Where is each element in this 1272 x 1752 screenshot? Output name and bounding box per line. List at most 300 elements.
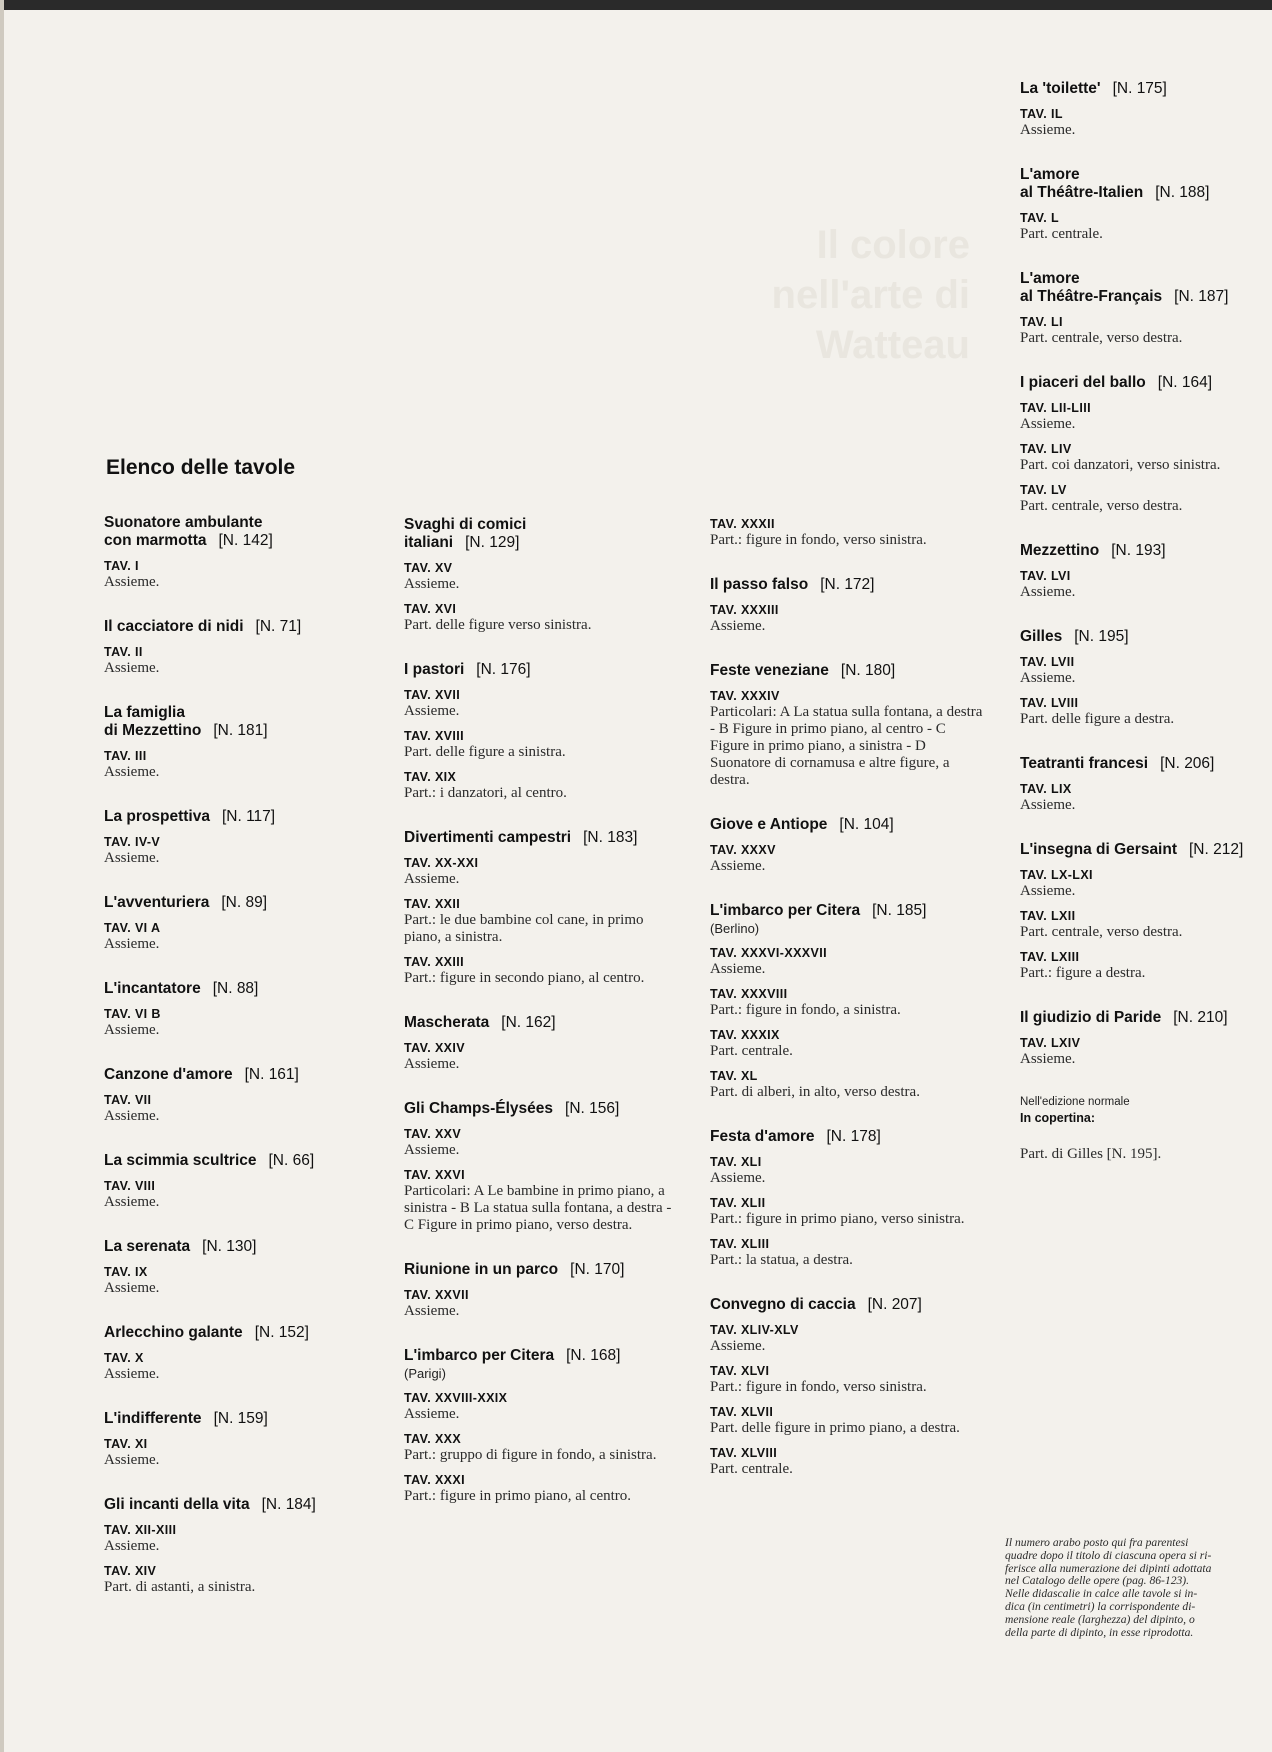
plate-entry [1020,374,1272,515]
plate-description: Part.: la statua, a destra. [710,1252,853,1268]
entry-title [710,662,986,680]
plate-description: Assieme. [104,1022,160,1038]
plate-number: TAV. LI [1020,315,1063,329]
plate-entry [404,1100,676,1234]
plate-description: Part.: gruppo di figure in fondo, a sinistra. [404,1447,657,1463]
plates-column-1 [104,514,366,1623]
plate-entry [710,662,986,789]
entry-title-text: La serenata [104,1238,191,1255]
plate-description: Assieme. [104,936,160,952]
plate-description: Assieme. [710,618,766,634]
plate-entry [104,1238,366,1297]
entry-title [404,1014,676,1032]
catalog-number: [N. 156] [565,1100,620,1117]
plate-item [710,516,986,549]
plate-number: TAV. VII [104,1093,152,1107]
entry-title-text: Mascherata [404,1014,490,1031]
plate-number: TAV. LX-LXI [1020,868,1093,882]
plate-entry [104,704,366,781]
plate-entry [1020,542,1272,601]
entry-title-line [1020,184,1272,202]
catalog-number: [N. 181] [213,722,268,739]
plate-item [404,601,676,634]
entry-title-text: al Théâtre-Italien [1020,184,1144,201]
plate-number: TAV. XLII [710,1196,766,1210]
entry-title [1020,270,1272,306]
plate-item [710,945,986,978]
plate-item [104,1006,366,1039]
entry-title-line [1020,288,1272,306]
catalog-number: [N. 187] [1174,288,1229,305]
entry-title-line [710,1296,986,1314]
plate-number: TAV. LIX [1020,782,1072,796]
plate-entry [404,1014,676,1073]
entry-title-line [1020,628,1272,646]
plate-item [1020,568,1272,601]
entry-title [404,1261,676,1279]
entry-title-line [104,980,366,998]
plate-entry [104,1152,366,1211]
plate-entry [104,514,366,591]
plate-item [1020,654,1272,687]
catalog-number: [N. 184] [261,1496,316,1513]
entry-title [1020,80,1272,98]
plate-item [1020,400,1272,433]
plate-entry [104,980,366,1039]
plate-number: TAV. LVI [1020,569,1071,583]
plate-entry [104,1066,366,1125]
plate-number: TAV. XLI [710,1155,762,1169]
entry-title-line [1020,374,1272,392]
entry-title-text: L'avventuriera [104,894,210,911]
plate-number: TAV. XXXIV [710,689,780,703]
plate-description: Part.: figure in fondo, verso sinistra. [710,532,927,548]
plate-item [404,855,676,888]
plate-item [710,1154,986,1187]
catalog-number: [N. 104] [839,816,894,833]
plate-description: Particolari: A Le bambine in primo piano, a sinistra - B La statua sulla fontana, a destra - C Figure in primo piano, verso destra. [404,1183,672,1233]
entry-title-line [104,618,366,636]
entry-title-line [404,534,676,552]
plate-description: Assieme. [104,660,160,676]
plate-description: Assieme. [404,576,460,592]
catalog-number: [N. 188] [1155,184,1210,201]
plate-item [404,728,676,761]
plate-description: Part. coi danzatori, verso sinistra. [1020,457,1221,473]
plate-description: Assieme. [404,1303,460,1319]
plate-entry [404,661,676,802]
entry-title [710,1296,986,1314]
plate-description: Part. delle figure in primo piano, a destra. [710,1420,960,1436]
plate-number: TAV. IX [104,1265,148,1279]
catalog-number: [N. 129] [465,534,520,551]
plate-description: Assieme. [104,850,160,866]
plate-description: Assieme. [1020,122,1076,138]
catalog-number: [N. 210] [1173,1009,1228,1026]
plate-entry [404,1347,676,1505]
plate-number: TAV. XLVIII [710,1446,778,1460]
entry-title-text: La scimmia scultrice [104,1152,257,1169]
plate-item [710,602,986,635]
plate-description: Part.: figure in primo piano, verso sinistra. [710,1211,965,1227]
catalog-number: [N. 193] [1111,542,1166,559]
plate-item [1020,908,1272,941]
plate-item [404,1126,676,1159]
plate-entry [1020,841,1272,982]
entry-title [1020,628,1272,646]
plate-item [404,560,676,593]
entry-title-text: Suonatore ambulante [104,514,263,531]
catalog-number: [N. 142] [218,532,273,549]
plate-number: TAV. LII-LIII [1020,401,1091,415]
catalog-number: [N. 195] [1074,628,1129,645]
entry-title [710,816,986,834]
plate-number: TAV. XLVII [710,1405,774,1419]
entry-title-line [104,532,366,550]
plate-item [710,1404,986,1437]
catalog-number: [N. 130] [202,1238,257,1255]
plate-number: TAV. XIV [104,1564,157,1578]
plate-entry [104,808,366,867]
plate-description: Assieme. [1020,883,1076,899]
plate-item [1020,441,1272,474]
plate-number: TAV. XI [104,1437,148,1451]
plate-item [404,1287,676,1320]
entry-title [404,1100,676,1118]
plate-description: Assieme. [1020,1051,1076,1067]
plate-item [1020,482,1272,515]
plate-number: TAV. XXXII [710,517,775,531]
entry-title [104,1238,366,1256]
plate-number: TAV. XXXIII [710,603,779,617]
catalog-number: [N. 162] [501,1014,556,1031]
plate-description: Assieme. [104,1538,160,1554]
entry-title-text: Festa d'amore [710,1128,815,1145]
entry-title-line [104,704,366,722]
entry-title [1020,841,1272,859]
plate-item [104,1178,366,1211]
plate-number: TAV. LV [1020,483,1067,497]
entry-title-text: Feste veneziane [710,662,829,679]
entry-title-text: L'amore [1020,166,1080,183]
catalog-number: [N. 117] [221,808,276,825]
plate-description: Part. centrale. [710,1043,793,1059]
plate-item [104,644,366,677]
entry-title-text: Convegno di caccia [710,1296,856,1313]
plates-column-3 [710,516,986,1505]
entry-title-line [404,1261,676,1279]
plate-entry [104,1324,366,1383]
plate-description: Part.: figure in fondo, a sinistra. [710,1002,901,1018]
cover-note-title: In copertina: [1020,1111,1096,1125]
plate-number: TAV. I [104,559,139,573]
plates-column-4 [1020,80,1272,1180]
plate-number: TAV. XXIV [404,1041,466,1055]
plate-entry [104,894,366,953]
plate-number: TAV. LXIV [1020,1036,1081,1050]
catalog-footnote [1005,1537,1272,1647]
catalog-number: [N. 170] [570,1261,625,1278]
entry-title [710,1128,986,1146]
entry-title [104,618,366,636]
cover-note-text: Part. di Gilles [N. 195]. [1020,1146,1162,1162]
plate-number: TAV. XLVI [710,1364,770,1378]
entry-title-text: di Mezzettino [104,722,202,739]
entry-title [1020,374,1272,392]
entry-title-line [104,1238,366,1256]
plate-item [1020,781,1272,814]
catalog-number: [N. 89] [221,894,268,911]
entry-title-text: La 'toilette' [1020,80,1101,97]
plate-description: Part. delle figure a sinistra. [404,744,566,760]
entry-title-text: Giove e Antiope [710,816,828,833]
catalog-number: [N. 176] [476,661,531,678]
entry-title [1020,542,1272,560]
entry-title-text: Gli incanti della vita [104,1496,250,1513]
plate-number: TAV. XL [710,1069,758,1083]
plate-number: TAV. L [1020,211,1059,225]
plate-entry [1020,80,1272,139]
plate-item [1020,867,1272,900]
plate-item [710,986,986,1019]
plate-entry [710,576,986,635]
entry-title [104,894,366,912]
plate-number: TAV. VI B [104,1007,161,1021]
entry-title-line [1020,270,1272,288]
plate-number: TAV. XIX [404,770,457,784]
plate-item [710,1068,986,1101]
plate-item [1020,1035,1272,1068]
entry-title [404,829,676,847]
catalog-number: [N. 164] [1157,374,1213,391]
plate-description: Assieme. [104,1108,160,1124]
plate-description: Part.: i danzatori, al centro. [404,785,567,801]
catalog-number: [N. 178] [826,1128,881,1145]
entry-title-line [1020,166,1272,184]
catalog-number: [N. 185] [872,902,927,919]
plate-description: Assieme. [1020,670,1076,686]
plate-description: Assieme. [104,1366,160,1382]
plate-description: Assieme. [404,871,460,887]
entry-title [104,1152,366,1170]
plate-number: TAV. IV-V [104,835,161,849]
catalog-number: [N. 212] [1189,841,1244,858]
entry-title-text: con marmotta [104,532,207,549]
plate-entry [710,1296,986,1478]
entry-title-line [104,808,366,826]
plate-description: Assieme. [1020,584,1076,600]
plate-description: Part. delle figure a destra. [1020,711,1175,727]
ghost-line: Il colore [816,223,970,267]
entry-title-line [710,902,986,920]
entry-title-text: Teatranti francesi [1020,755,1149,772]
plate-item [404,1040,676,1073]
plates-column-2 [404,516,676,1532]
plate-item [104,1350,366,1383]
entry-title-line [104,514,366,532]
entry-title-line [104,894,366,912]
page-left-edge [0,0,4,1752]
plate-item [710,1236,986,1269]
catalog-number: [N. 159] [213,1410,268,1427]
entry-title-text: Svaghi di comici [404,516,527,533]
plate-item [710,688,986,789]
plate-description: Assieme. [710,858,766,874]
plate-number: TAV. LXII [1020,909,1076,923]
plate-number: TAV. II [104,645,143,659]
plate-entry [104,1410,366,1469]
plate-item [404,1167,676,1234]
entry-title [104,1496,366,1514]
plate-description: Part. centrale. [1020,226,1103,242]
plate-number: TAV. LIV [1020,442,1072,456]
entry-title-text: Arlecchino galante [104,1324,243,1341]
plate-number: TAV. III [104,749,147,763]
plate-item [710,1445,986,1478]
plate-entry [1020,166,1272,243]
plate-number: TAV. XXXVI-XXXVII [710,946,828,960]
cover-note [1020,1095,1272,1163]
plate-item [104,1436,366,1469]
entry-title [404,516,676,552]
footnote-line: ferisce alla numerazione dei dipinti adottata [1005,1561,1212,1575]
plate-description: Assieme. [1020,797,1076,813]
entry-title [104,704,366,740]
entry-title-text: Il giudizio di Paride [1020,1009,1162,1026]
plate-entry [404,516,676,634]
ghost-line: Watteau [815,323,970,367]
plate-item [104,748,366,781]
plate-number: TAV. LXIII [1020,950,1080,964]
plate-number: TAV. XLIII [710,1237,770,1251]
entry-title-line [104,1496,366,1514]
entry-title-line [104,1324,366,1342]
plate-item [710,842,986,875]
entry-title-line [1020,542,1272,560]
entry-title-line [710,576,986,594]
entry-title-text: I piaceri del ballo [1020,374,1146,391]
entry-title-line [710,816,986,834]
plate-description: Part. di astanti, a sinistra. [104,1579,256,1595]
entry-title [1020,166,1272,202]
entry-title [104,1410,366,1428]
entry-title-line [710,1128,986,1146]
catalog-number: [N. 206] [1160,755,1215,772]
plate-number: TAV. IL [1020,107,1063,121]
plate-entry [104,618,366,677]
plate-description: Part.: figure a destra. [1020,965,1146,981]
footnote-line: mensione reale (larghezza) del dipinto, o [1005,1612,1195,1626]
catalog-number: [N. 207] [867,1296,922,1313]
plate-item [404,769,676,802]
cover-note-label: Nell'edizione normale [1020,1096,1130,1108]
ghost-line: nell'arte di [771,273,970,317]
entry-location: (Berlino) [710,921,760,936]
plate-description: Assieme. [404,1406,460,1422]
entry-title-text: L'incantatore [104,980,201,997]
entry-title-text: Riunione in un parco [404,1261,559,1278]
plate-description: Part. di alberi, in alto, verso destra. [710,1084,920,1100]
plate-description: Assieme. [710,1338,766,1354]
catalog-number: [N. 88] [212,980,259,997]
plate-number: TAV. XXII [404,897,461,911]
catalog-number: [N. 183] [583,829,638,846]
plate-entry [404,829,676,987]
entry-title-text: Gilles [1020,628,1063,645]
entry-title-text: Gli Champs-Élysées [404,1100,554,1117]
plate-description: Part. delle figure verso sinistra. [404,617,592,633]
footnote-line: della parte di dipinto, in esse riprodotta. [1005,1625,1194,1639]
entry-title-text: L'amore [1020,270,1080,287]
catalog-number: [N. 71] [255,618,302,635]
plate-number: TAV. XXXIX [710,1028,780,1042]
entry-title-line [404,516,676,534]
plate-item [104,558,366,591]
catalog-number: [N. 180] [840,662,896,679]
entry-title-line [1020,1009,1272,1027]
entry-title-text: L'imbarco per Citera [404,1347,555,1364]
plate-description: Part.: figure in fondo, verso sinistra. [710,1379,927,1395]
plate-description: Part.: le due bambine col cane, in primo piano, a sinistra. [404,912,644,945]
plate-item [1020,314,1272,347]
entry-title-text: italiani [404,534,454,551]
footnote-line: Nelle didascalie in calce alle tavole si in- [1005,1587,1198,1601]
entry-title-line [404,829,676,847]
footnote-line: Il numero arabo posto qui fra parentesi [1005,1537,1189,1549]
plate-item [104,1522,366,1555]
plate-description: Part. centrale, verso destra. [1020,924,1183,940]
plate-number: TAV. XXVIII-XXIX [404,1391,508,1405]
plate-description: Assieme. [404,703,460,719]
plate-number: TAV. XXVI [404,1168,466,1182]
plate-number: TAV. VIII [104,1179,156,1193]
plate-entry [710,516,986,549]
plate-description: Part. centrale. [710,1461,793,1477]
plate-entry [710,902,986,1101]
plate-number: TAV. XXIII [404,955,465,969]
plate-item [404,896,676,946]
show-through-title [610,220,970,370]
plate-item [404,1431,676,1464]
page-heading: Elenco delle tavole [106,456,296,479]
plate-number: TAV. XXV [404,1127,462,1141]
plate-number: TAV. XXXI [404,1473,466,1487]
entry-title-text: Mezzettino [1020,542,1100,559]
entry-title-text: Divertimenti campestri [404,829,572,846]
plate-description: Part.: figure in primo piano, al centro. [404,1488,632,1504]
plate-number: TAV. VI A [104,921,161,935]
plate-description: Part. centrale, verso destra. [1020,330,1183,346]
plate-entry [1020,1009,1272,1068]
entry-title-text: al Théâtre-Français [1020,288,1163,305]
plate-item [404,1390,676,1423]
plate-item [710,1363,986,1396]
plate-item [1020,106,1272,139]
entry-title-text: Canzone d'amore [104,1066,233,1083]
footnote-line: quadre dopo il titolo di ciascuna opera si ri- [1005,1548,1212,1562]
entry-title-line [710,662,986,680]
plate-item [1020,210,1272,243]
entry-title-line [1020,80,1272,98]
plate-number: TAV. XXX [404,1432,462,1446]
plate-description: Particolari: A La statua sulla fontana, a destra - B Figure in primo piano, al centro - C Figure in primo piano, a sinistra - D Suonatore di cornamusa e altre figure, a destra. [710,704,983,788]
plate-description: Part. centrale, verso destra. [1020,498,1183,514]
plate-entry [104,1496,366,1596]
entry-title-line [104,722,366,740]
plate-number: TAV. XXXV [710,843,776,857]
plate-description: Assieme. [710,961,766,977]
plate-number: TAV. XVII [404,688,461,702]
